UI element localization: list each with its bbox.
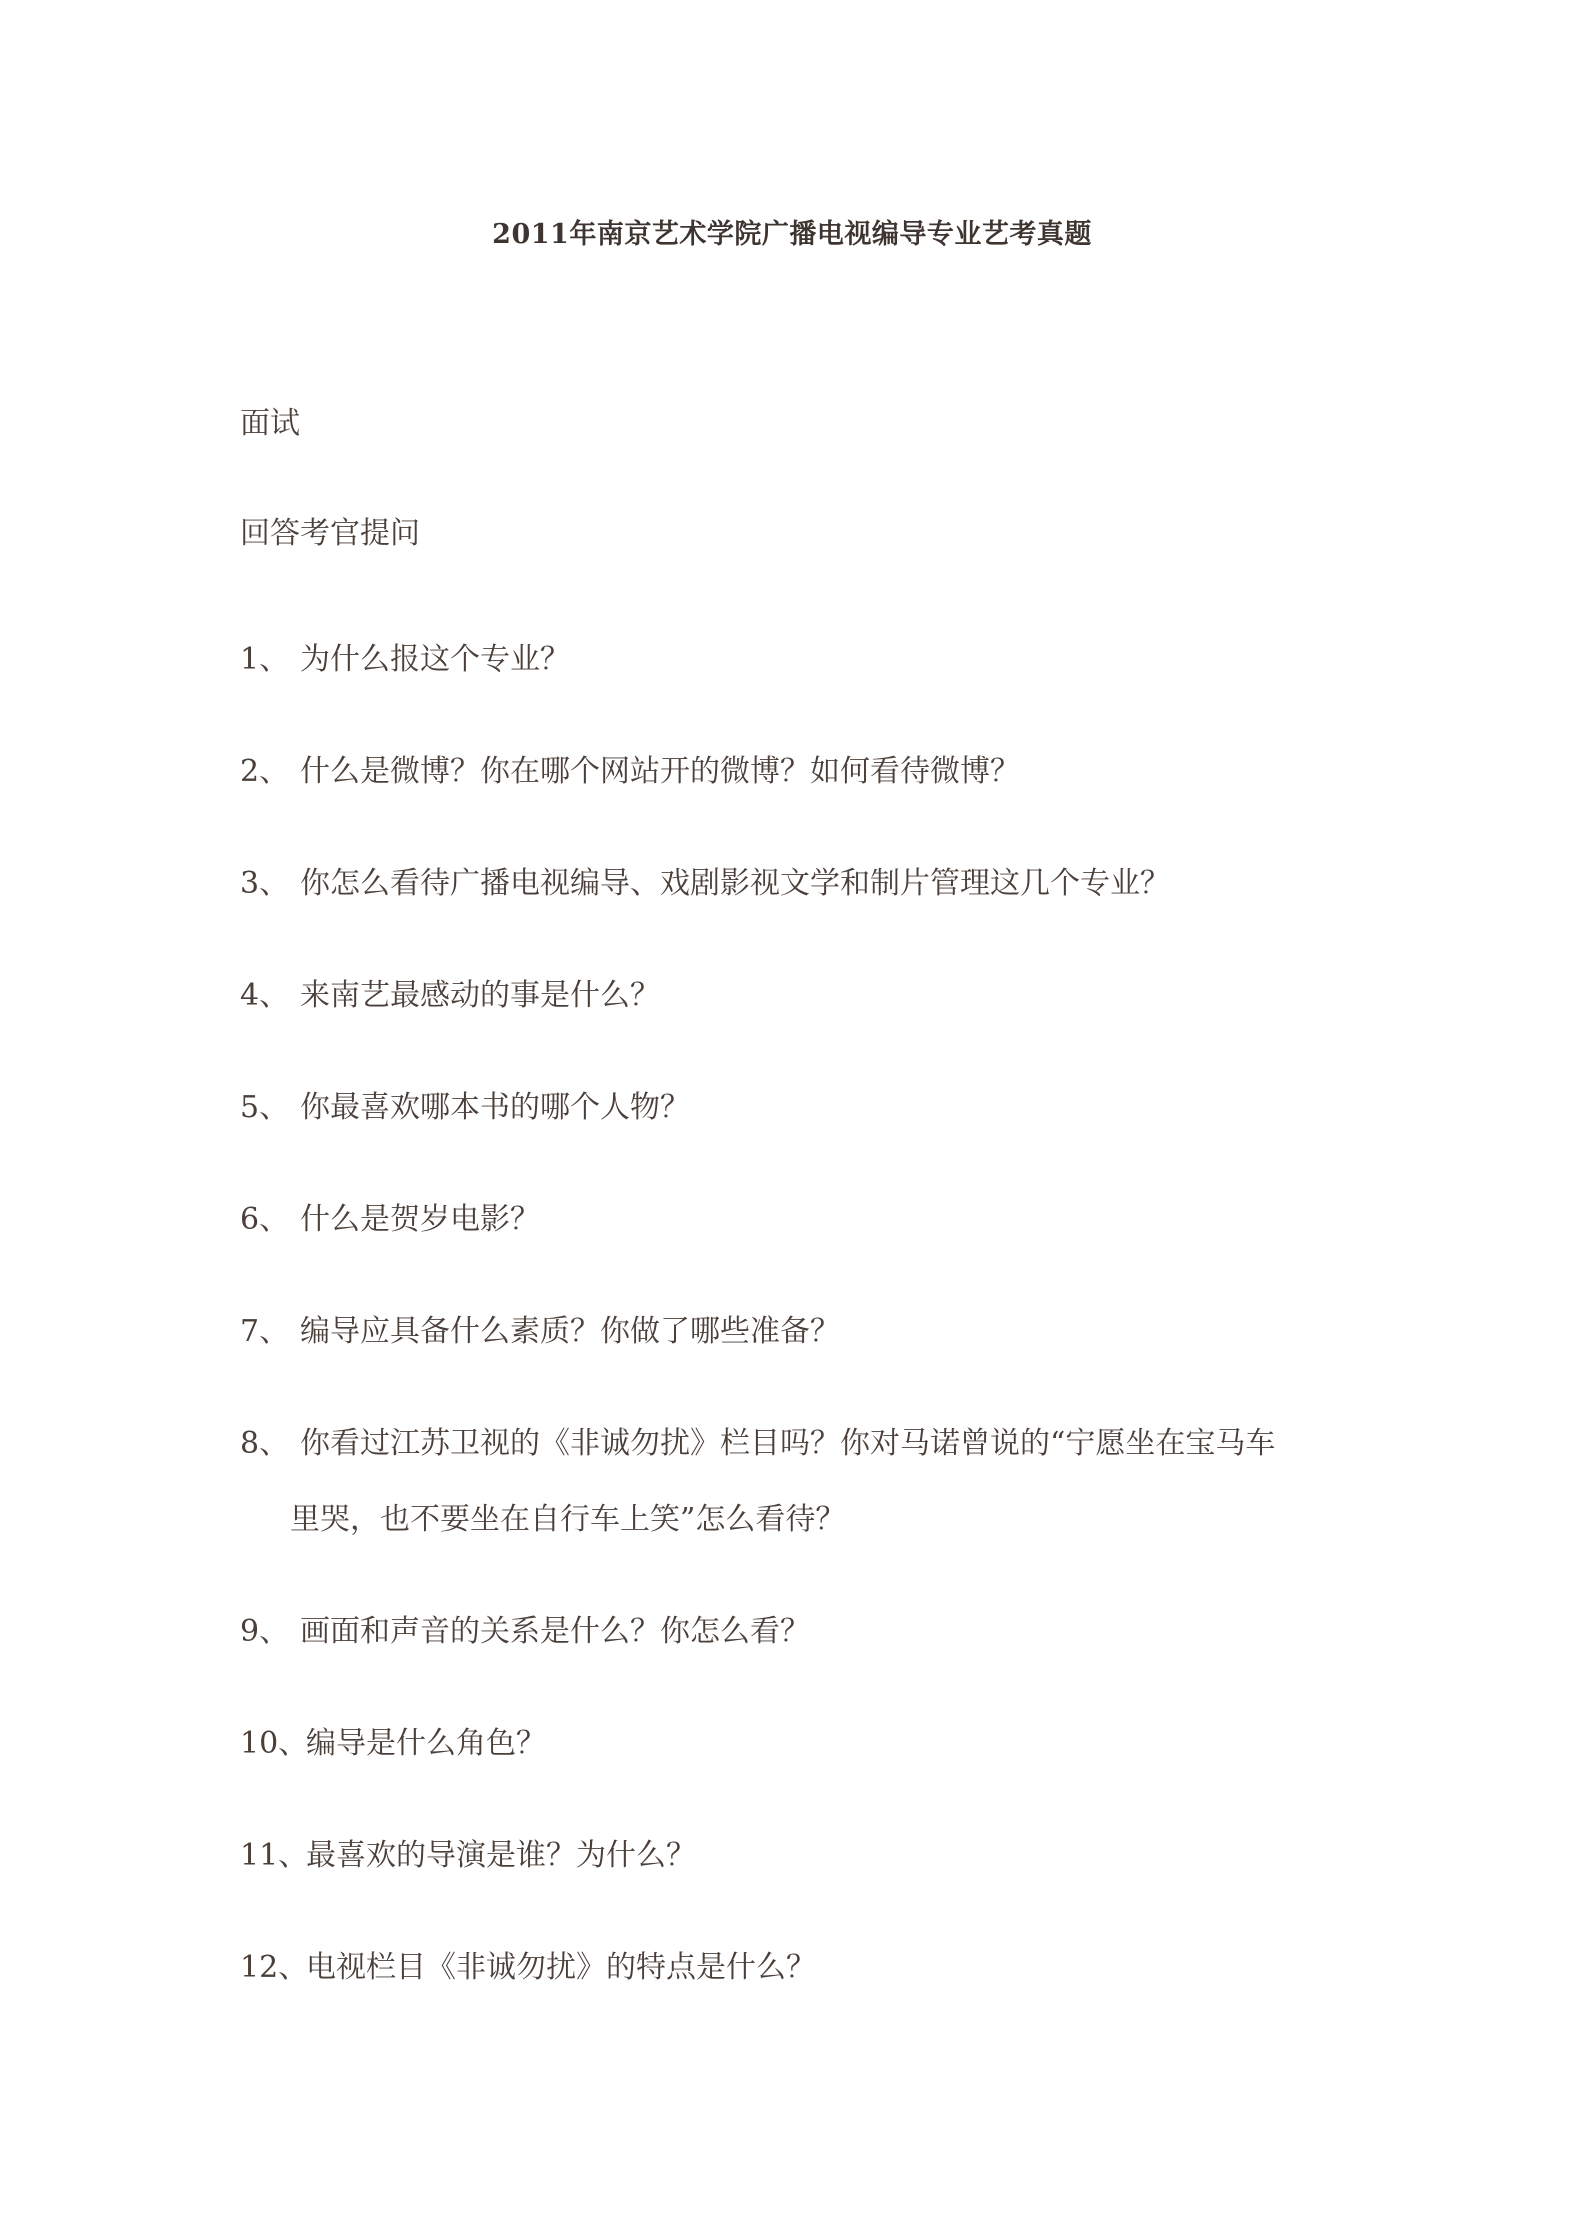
question-text: 电视栏目《非诚勿扰》的特点是什么？ bbox=[306, 1950, 816, 1985]
section-interview: 面试 bbox=[240, 406, 300, 441]
document-title: 2011年南京艺术学院广播电视编导专业艺考真题 bbox=[492, 219, 1092, 250]
question-number: 10、 bbox=[240, 1726, 309, 1761]
question-text: 为什么报这个专业？ bbox=[300, 642, 570, 677]
question-item-6 bbox=[240, 1182, 1380, 1258]
question-number: 3、 bbox=[240, 866, 290, 901]
question-item-7 bbox=[240, 1294, 1380, 1370]
question-list bbox=[240, 622, 1380, 2042]
question-text-line-1: 你看过江苏卫视的《非诚勿扰》栏目吗？你对马诺曾说的“宁愿坐在宝马车 bbox=[300, 1426, 1276, 1461]
question-text: 什么是微博？你在哪个网站开的微博？如何看待微博？ bbox=[300, 754, 1020, 789]
question-item-3 bbox=[240, 846, 1380, 922]
question-item-10 bbox=[240, 1706, 1380, 1782]
question-number: 11、 bbox=[240, 1838, 309, 1873]
question-item-12 bbox=[240, 1930, 1380, 2006]
question-number: 1、 bbox=[240, 642, 290, 677]
question-item-4 bbox=[240, 958, 1380, 1034]
question-text: 什么是贺岁电影？ bbox=[300, 1202, 540, 1237]
question-number: 12、 bbox=[240, 1950, 309, 1985]
question-item-11 bbox=[240, 1818, 1380, 1894]
question-text: 来南艺最感动的事是什么？ bbox=[300, 978, 660, 1013]
question-text: 你最喜欢哪本书的哪个人物？ bbox=[300, 1090, 690, 1125]
question-number: 2、 bbox=[240, 754, 290, 789]
question-item-2 bbox=[240, 734, 1380, 810]
question-text: 编导应具备什么素质？你做了哪些准备？ bbox=[300, 1314, 840, 1349]
question-number: 7、 bbox=[240, 1314, 290, 1349]
question-text-line-2: 里哭，也不要坐在自行车上笑”怎么看待？ bbox=[290, 1502, 846, 1537]
question-text: 你怎么看待广播电视编导、戏剧影视文学和制片管理这几个专业？ bbox=[300, 866, 1170, 901]
question-text: 编导是什么角色？ bbox=[306, 1726, 546, 1761]
question-number: 5、 bbox=[240, 1090, 290, 1125]
question-number: 8、 bbox=[240, 1426, 290, 1461]
question-text: 画面和声音的关系是什么？你怎么看？ bbox=[300, 1614, 810, 1649]
section-answer-questions: 回答考官提问 bbox=[240, 516, 420, 551]
question-line bbox=[240, 1406, 1380, 1482]
question-number: 4、 bbox=[240, 978, 290, 1013]
question-number: 6、 bbox=[240, 1202, 290, 1237]
question-number: 9、 bbox=[240, 1614, 290, 1649]
question-item-1 bbox=[240, 622, 1380, 698]
question-item-9 bbox=[240, 1594, 1380, 1670]
question-item-5 bbox=[240, 1070, 1380, 1146]
question-item-8 bbox=[240, 1406, 1380, 1558]
question-text: 最喜欢的导演是谁？为什么？ bbox=[306, 1838, 696, 1873]
